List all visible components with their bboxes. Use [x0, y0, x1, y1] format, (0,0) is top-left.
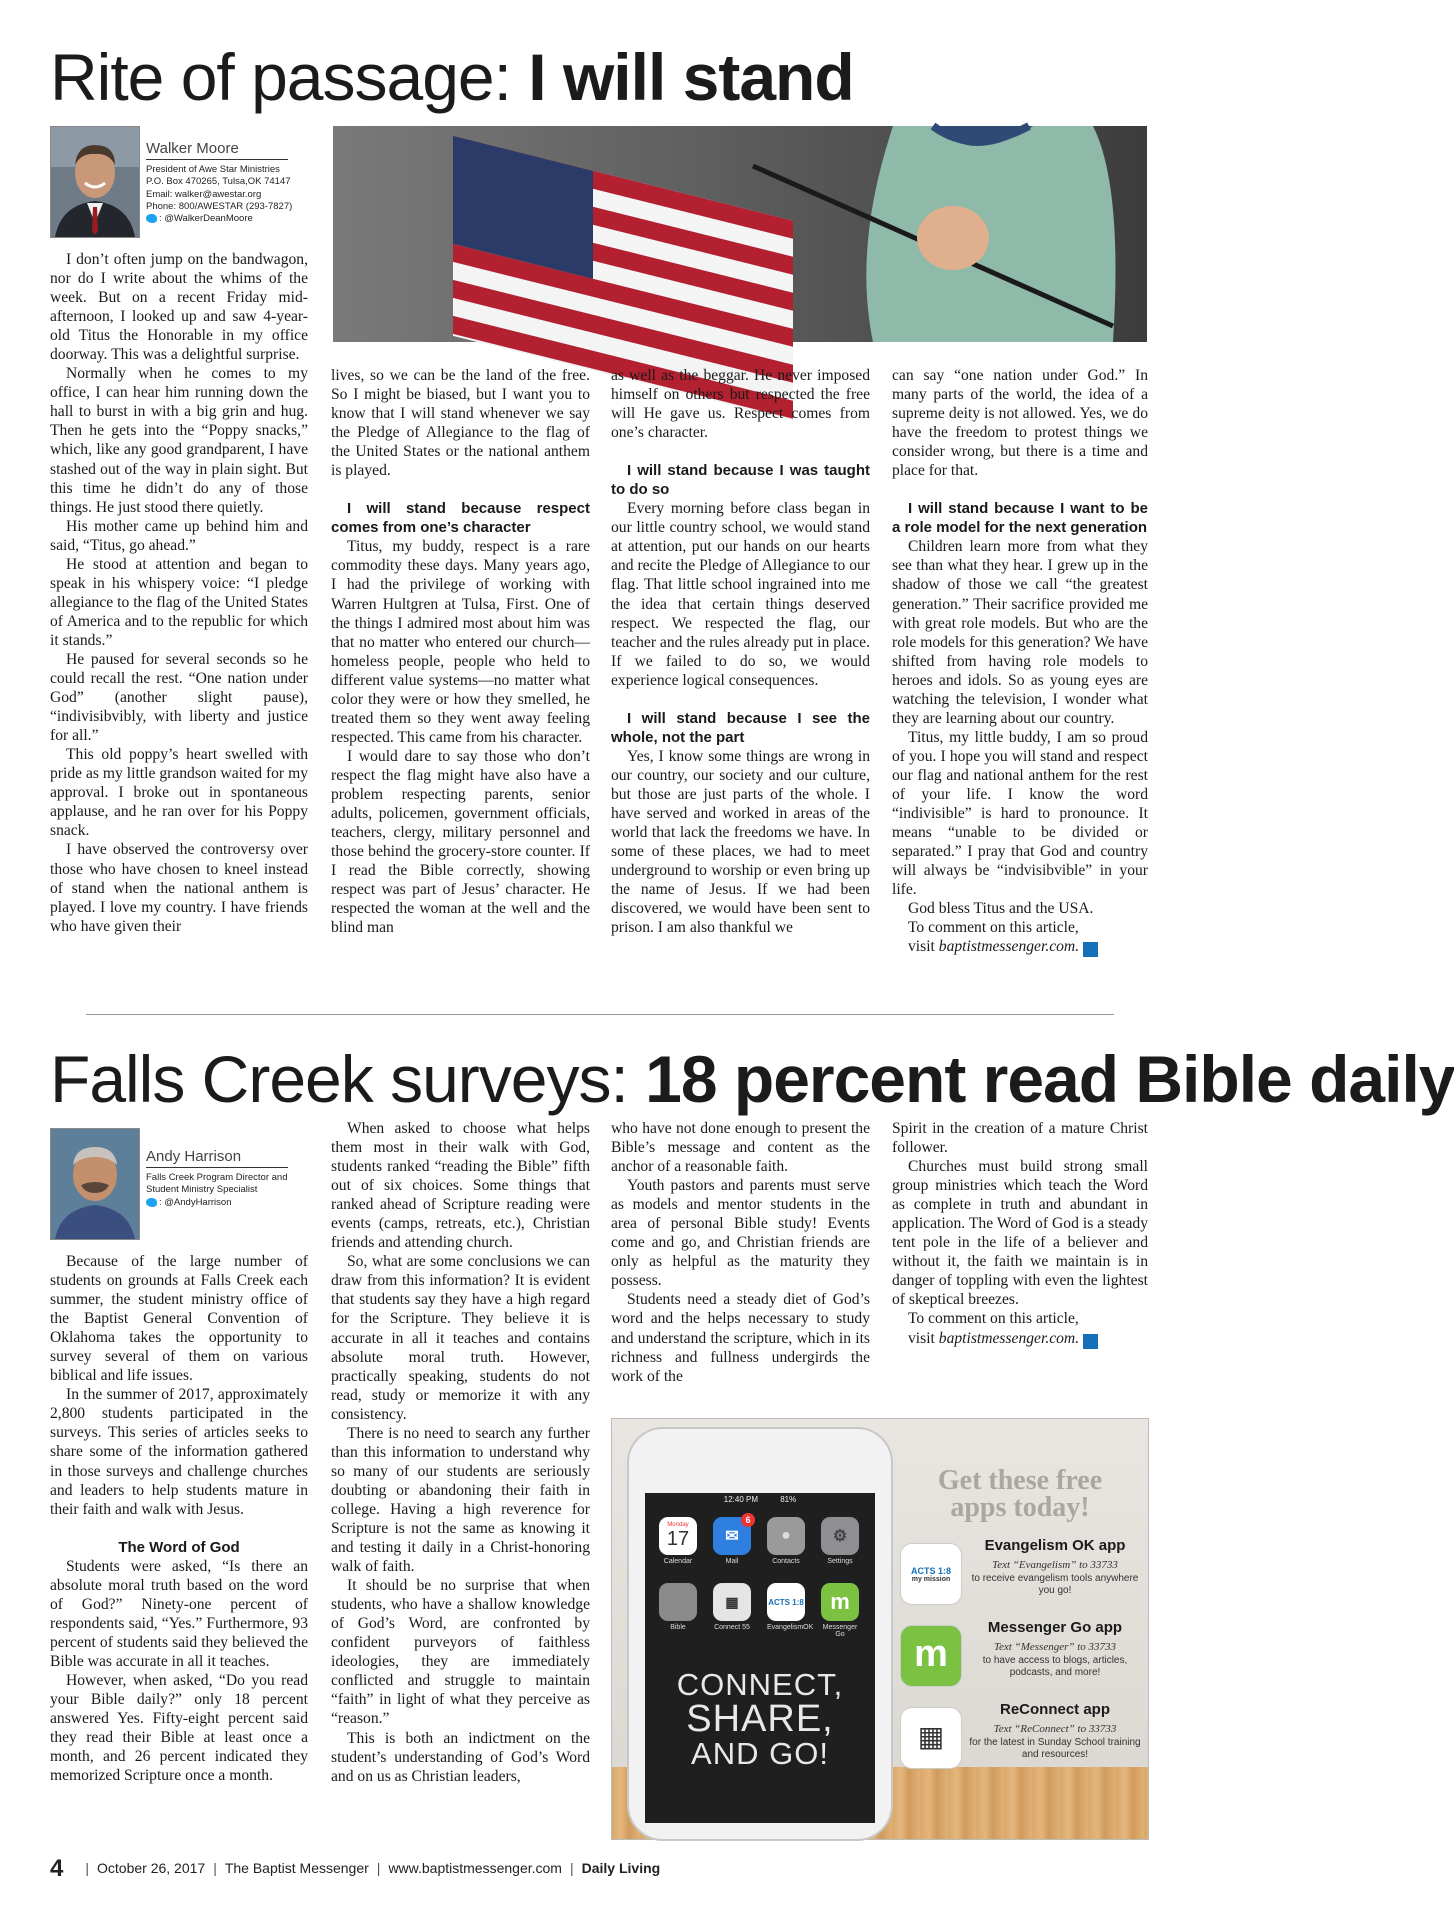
messenger-logo-icon: m [1083, 942, 1098, 957]
evangelism-ok-icon: ACTS 1:8 my mission [900, 1543, 962, 1605]
mail-app-icon: ✉ 6 Mail [713, 1517, 751, 1565]
author-photo [50, 126, 140, 238]
paragraph: God bless Titus and the USA. [908, 900, 1094, 918]
calendar-app-icon: Monday 17 Calendar [659, 1517, 697, 1565]
ad-reconnect-app[interactable]: ▦ ReConnect app Text “ReConnect” to 33733 for the latest in Sunday School training and resources! [900, 1701, 1144, 1775]
author-info: President of Awe Star Ministries P.O. Box 470265, Tulsa,OK 74147 Email: walker@awestar.org Phone: 800/AWESTAR (293-7827) : @WalkerDeanMoore [146, 164, 293, 225]
comment-visit: visit baptistmessenger.com. m [908, 938, 1111, 957]
messenger-logo-icon: m [1083, 1334, 1098, 1349]
phone-screen [645, 1493, 875, 1823]
author-rule [146, 1167, 288, 1168]
paragraph: Normally when he comes to my office, I can hear him running down the hall to burst in with a big grin and hug. Then he gets into the “Poppy snacks,” which, like any good grandparent, I have stashed out of the way in plain sight. But this time he didn’t do any of those things. He just stood there quietly. [50, 365, 308, 516]
paragraph: Churches must build strong small group ministries which teach the Word as complete in truth and abundant in application. The Word of God is a steady tent pole in the life of a believer and without it, the faith we maintain is in danger of toppling with even the lightest of skeptical breezes. [892, 1158, 1148, 1309]
paragraph: Spirit in the creation of a mature Christ follower. [892, 1120, 1148, 1157]
comment-link[interactable]: baptistmessenger.com. [938, 1329, 1080, 1347]
paragraph: Children learn more from what they see than what they hear. I grew up in the shadow of those we call “the greatest generation.” Their sacrifice provided me with great role models. But who are the role models for this generation? We have shifted from having role models to heroes and idols. So as young eyes are watching the television, I wonder what they are learning about our country. [892, 538, 1148, 727]
subhead: I will stand because I see the whole, not the part [611, 709, 870, 746]
paragraph: When asked to choose what helps them most in their walk with God, students ranked “reading the Bible” fifth out of six choices. Some things that ranked ahead of Scripture reading were events (camps, retreats, etc.), Christian friends and attending church. [331, 1120, 590, 1252]
article1-col2 [331, 366, 590, 937]
messengergo-app-icon: m Messenger Go [821, 1583, 859, 1638]
paragraph: This old poppy’s heart swelled with pride as my little grandson waited for my approval. I broke out in spontaneous applause, and he ran over for his Poppy snack. [50, 746, 308, 840]
paragraph: Youth pastors and parents must serve as models and mentor students in the area of personal Bible study! Events come and go, and Christian friends are only as helpful as the maturity they possess. [611, 1177, 870, 1290]
paragraph: However, when asked, “Do you read your Bible daily?” only 18 percent answered Yes. Fifty-eight percent said they read their Bible at least once a month, and 26 percent indicated they memorized Scripture once a month. [50, 1671, 308, 1785]
author-info: Falls Creek Program Director and Student Ministry Specialist : @AndyHarrison [146, 1172, 288, 1208]
subhead: The Word of God [118, 1538, 240, 1556]
twitter-icon [146, 1198, 157, 1207]
ad-title: Get these free apps today! [937, 1465, 1103, 1523]
article2-headline: Falls Creek surveys: 18 percent read Bible daily [50, 1042, 1454, 1116]
paragraph: So, what are some conclusions we can draw from this information? It is evident that students say they have a high regard for the Scripture. They believe it is accurate in all it teaches and contains absolute moral truth. However, practically speaking, students do not read, study or memorize it with any consistency. [331, 1253, 590, 1423]
paragraph: Students were asked, “Is there an absolute moral truth based on the word of God?” Ninety-one percent of respondents said, “Yes.” Furthermore, 93 percent of students said they believed the Bible was accurate in all it teaches. [50, 1557, 308, 1670]
flag-photo [333, 126, 1147, 342]
paragraph: It should be no surprise that when students, who have a shallow knowledge of God’s Word, are confronted by confident purveyors of faithless ideologies, they are immediately conflicted and struggle to maintain “faith” in light of what they perceive as “reason.” [331, 1577, 590, 1728]
paragraph: Students need a steady diet of God’s word and the helps necessary to study and understand the scripture, which in its richness and fullness undergirds the work of the [611, 1291, 870, 1385]
reconnect-icon: ▦ [900, 1707, 962, 1769]
subhead: I will stand because I was taught to do so [611, 462, 870, 499]
author-name: Walker Moore [146, 140, 239, 157]
footer-section: Daily Living [581, 1860, 661, 1876]
paragraph: He paused for several seconds so he could recall the rest. “One nation under God” (another slight pause), “indivisibvibly, with liberty and justice for all.” [50, 650, 308, 745]
paragraph: lives, so we can be the land of the free. So I might be biased, but I want you to know that I will stand whenever we say the Pledge of Allegiance to the flag of the United States or the national anthem is played. [331, 367, 590, 480]
phone-illustration [627, 1427, 893, 1841]
footer-paper: The Baptist Messenger [224, 1860, 369, 1876]
connect55-app-icon: ▦ Connect 55 [713, 1583, 751, 1631]
phone-status-bar: 12:40 PM 81% [723, 1495, 797, 1504]
author-name: Andy Harrison [146, 1148, 242, 1165]
comment-link[interactable]: baptistmessenger.com. [938, 938, 1080, 956]
paragraph: as well as the beggar. He never imposed himself on others but respected the free will He gave us. Respect comes from one’s character. [611, 367, 870, 442]
paragraph: I don’t often jump on the bandwagon, nor do I write about the whims of the week. But on a recent Friday mid-afternoon, I looked up and saw 4-year-old Titus the Honorable in my office doorway. This was a delightful surprise. [50, 251, 308, 364]
paragraph: He stood at attention and began to speak in his whispery voice: “I pledge allegiance to the flag of the United States of America and to the republic for which it stands.” [50, 555, 308, 649]
footer-url[interactable]: www.baptistmessenger.com [388, 1860, 562, 1876]
paragraph: Yes, I know some things are wrong in our country, our society and our culture, but those are just parts of the whole. I have served and worked in areas of the world that lack the freedoms we have. In some of these places, we had to meet underground to worship or even bring up the name of Jesus. If we had been discovered, we would have been sent to prison. I am also thankful we [611, 747, 870, 937]
ad-messenger-app[interactable]: m Messenger Go app Text “Messenger” to 33733 to have access to blogs, articles, podcasts, and more! [900, 1619, 1144, 1693]
twitter-icon [146, 214, 157, 223]
bible-app-icon: Bible [659, 1583, 697, 1631]
paragraph: In the summer of 2017, approximately 2,800 students participated in the surveys. This series of articles seeks to share some of the information gathered in those surveys and challenge churches and leaders to help students mature in their faith and walk with Jesus. [50, 1386, 308, 1518]
subhead: I will stand because respect comes from one’s character [331, 500, 590, 537]
paragraph: His mother came up behind him and said, “Titus, go ahead.” [50, 517, 308, 554]
article1-headline: Rite of passage: I will stand [50, 40, 854, 114]
paragraph: can say “one nation under God.” In many parts of the world, the idea of a supreme deity is not allowed. Yes, we do have the freedom to protest things we consider wrong, but there is a time and place for that. [892, 367, 1148, 480]
article1-col1 [50, 250, 308, 936]
evangelismok-app-icon: ACTS 1:8 EvangelismOK [767, 1583, 805, 1631]
comment-line: To comment on this article, [908, 919, 1079, 937]
paragraph: Titus, my little buddy, I am so proud of you. I hope you will stand and respect our flag and national anthem for the rest of your life. I know the word “indivisible” is hard to pronounce. It means “unable to be divided or separated.” I pray that God and country will always be “indvisibvible” in your life. [892, 728, 1148, 899]
ad-evangelism-app[interactable]: ACTS 1:8 my mission Evangelism OK app Text “Evangelism” to 33733 to receive evangelism tools anywhere you go! [900, 1537, 1144, 1611]
paragraph: This is both an indictment on the student’s understanding of God’s Word and on us as Christian leaders, [331, 1729, 590, 1785]
settings-app-icon: ⚙ Settings [821, 1517, 859, 1565]
comment-visit: visit baptistmessenger.com. m [908, 1329, 1111, 1348]
contacts-app-icon: ● Contacts [767, 1517, 805, 1565]
paragraph: I would dare to say those who don’t respect the flag might have also have a problem respecting parents, senior adults, policemen, government officials, teachers, clergy, military personnel and those behind the grocery-store counter. If I read the Bible correctly, showing respect was part of Jesus’ character. He respected the woman at the well and the blind man [331, 747, 590, 937]
article2-col4 [892, 1119, 1148, 1349]
article1-col4 [892, 366, 1148, 957]
article2-col3 [611, 1119, 870, 1386]
page-number: 4 [50, 1855, 64, 1882]
article1-col3 [611, 366, 870, 937]
paragraph: Every morning before class began in our little country school, we would stand at attention, put our hands on our hearts and recite the Pledge of Allegiance to our flag. That little school ingrained into me the idea that certain things deserved respect. We respected the flag, our teacher and the rules already put in place. If we failed to do so, we would experience logical consequences. [611, 500, 870, 689]
apps-advertisement[interactable] [611, 1418, 1149, 1840]
subhead: I will stand because I want to be a role model for the next generation [892, 500, 1148, 537]
section-divider [86, 1014, 1114, 1015]
page-footer: 4 | October 26, 2017 | The Baptist Messenger | www.baptistmessenger.com | Daily Living [50, 1855, 661, 1882]
paragraph: I have observed the controversy over those who have chosen to kneel instead of stand when the national anthem is played. I love my country. I have friends who have given their [50, 841, 308, 935]
messenger-go-icon: m [900, 1625, 962, 1687]
author-rule [146, 159, 288, 160]
paragraph: Titus, my buddy, respect is a rare commodity these days. Many years ago, I had the privilege of working with Warren Hultgren at Tulsa, First. One of the things I admired most about him was that no matter who entered our church—homeless people, people who held to different value systems—no matter what color they were or how they smelled, he treated them so they went away feeling respected. This came from his character. [331, 538, 590, 746]
connect-share-go-text: CONNECT, SHARE, AND GO! [676, 1667, 844, 1771]
article2-col1 [50, 1252, 308, 1785]
article2-col2 [331, 1119, 590, 1786]
paragraph: who have not done enough to present the Bible’s message and content as the anchor of a reasonable faith. [611, 1120, 870, 1176]
paragraph: Because of the large number of students on grounds at Falls Creek each summer, the student ministry office of the Baptist General Convention of Oklahoma takes the opportunity to survey several of them on various biblical and life issues. [50, 1253, 308, 1385]
author-photo [50, 1128, 140, 1240]
comment-line: To comment on this article, [908, 1310, 1079, 1328]
footer-date: October 26, 2017 [97, 1860, 206, 1876]
paragraph: There is no need to search any further than this information to understand why so many of our students are seriously doubting or abandoning their faith in college. Having a high reverence for Scripture is not the same as knowing it and testing it daily in a Christ-honoring walk of faith. [331, 1424, 590, 1576]
